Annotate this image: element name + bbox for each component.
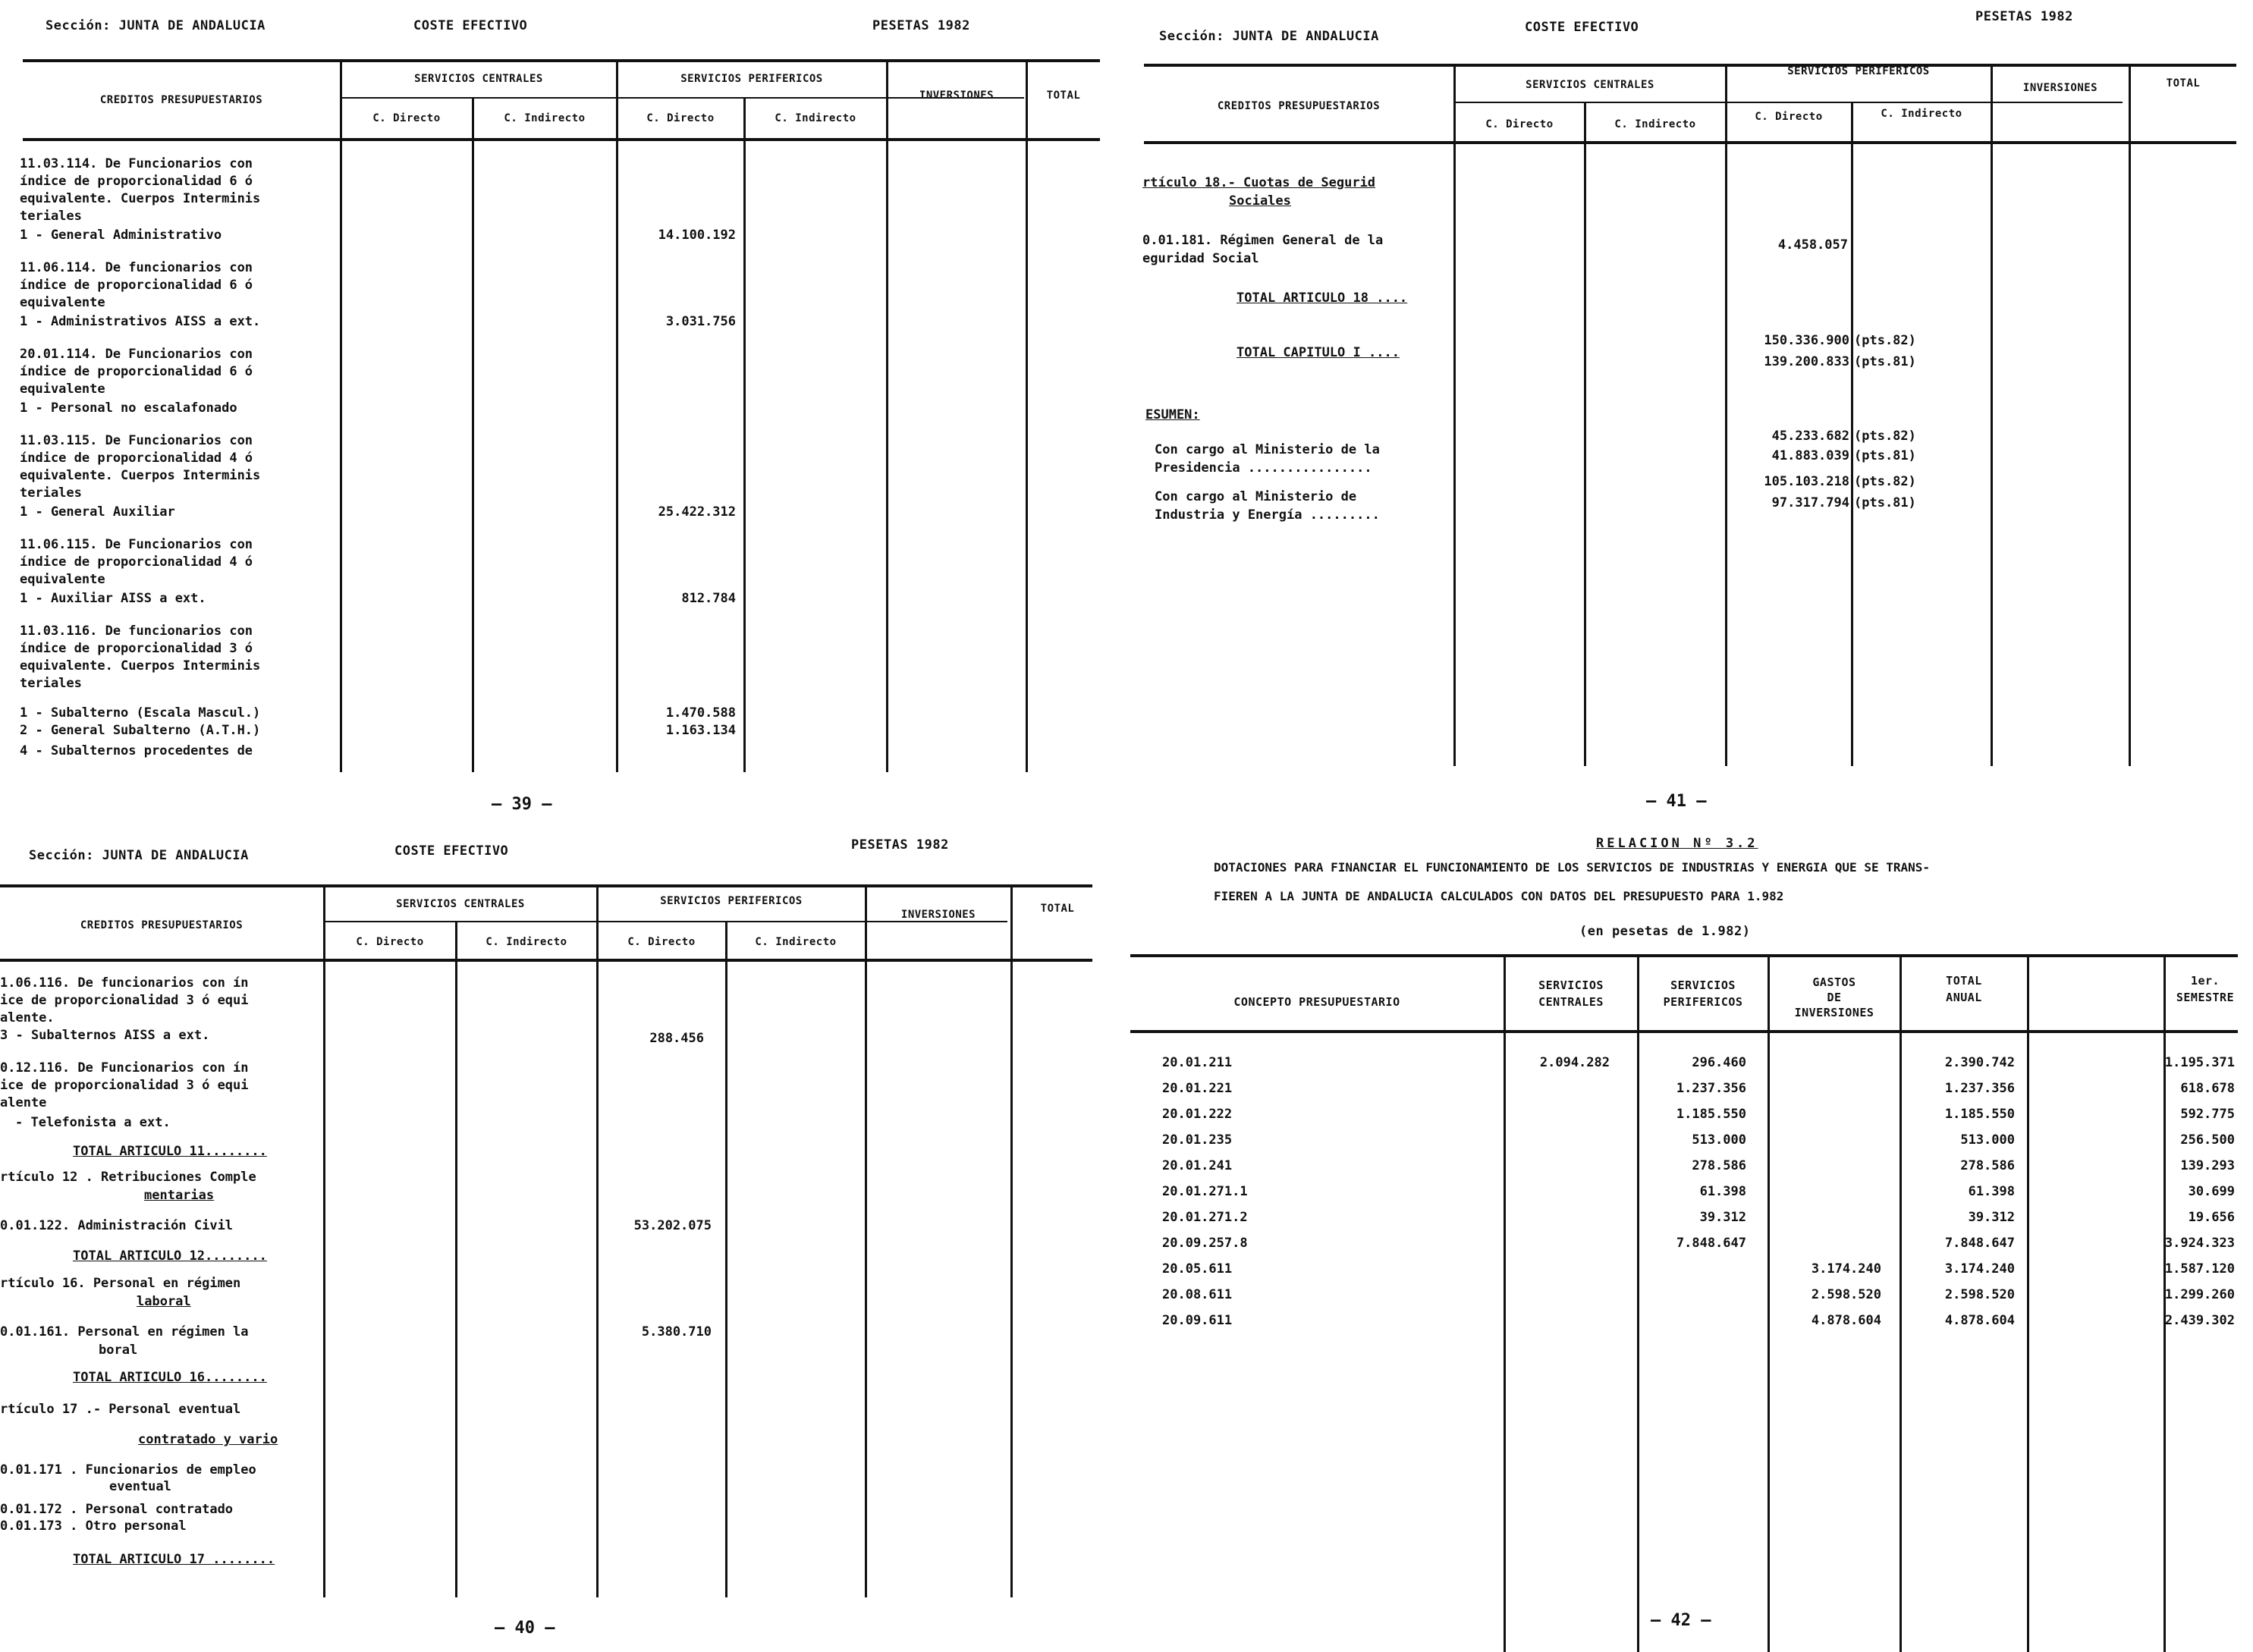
col-divider bbox=[1010, 884, 1013, 1597]
col-divider bbox=[1584, 102, 1586, 766]
total-anual-cell: 2.390.742 bbox=[1944, 1055, 2015, 1070]
col-divider bbox=[1026, 59, 1028, 772]
total-anual-cell: 61.398 bbox=[1968, 1184, 2015, 1199]
table-row bbox=[1130, 1261, 2253, 1279]
industria-line: Con cargo al Ministerio de bbox=[1155, 489, 1357, 504]
semestre-cell: 30.699 bbox=[2188, 1184, 2235, 1199]
page-40 bbox=[0, 827, 1123, 1650]
col-header-cdirecto: C. Directo bbox=[627, 936, 696, 948]
col-header-gastos: GASTOS bbox=[1812, 975, 1856, 989]
presidencia-line: Presidencia ................ bbox=[1155, 460, 1372, 476]
perifericos-cell: 513.000 bbox=[1692, 1132, 1746, 1148]
credit-line: 20.01.114. De Funcionarios con bbox=[20, 347, 253, 362]
col-header-perifericos: SERVICIOS PERIFERICOS bbox=[680, 73, 823, 85]
col-header-cdirecto: C. Directo bbox=[356, 936, 424, 948]
articulo-16-label-cont: laboral bbox=[137, 1294, 191, 1309]
credit-line: índice de proporcionalidad 4 ó bbox=[20, 554, 253, 570]
col-header-centrales: SERVICIOS CENTRALES bbox=[396, 898, 525, 910]
concepto-cell: 20.09.611 bbox=[1162, 1313, 1233, 1328]
concepto-cell: 20.01.222 bbox=[1162, 1107, 1233, 1122]
semestre-cell: 2.439.302 bbox=[2164, 1313, 2235, 1328]
col-header-centrales: CENTRALES bbox=[1538, 995, 1604, 1009]
value-cdirecto: 25.422.312 bbox=[658, 504, 736, 520]
total-articulo-16: TOTAL ARTICULO 16........ bbox=[73, 1370, 267, 1385]
total-anual-cell: 1.185.550 bbox=[1944, 1107, 2015, 1122]
col-header-concepto: CONCEPTO PRESUPUESTARIO bbox=[1233, 995, 1400, 1009]
value-cdirecto: 1.470.588 bbox=[665, 705, 736, 721]
value-cdirecto: 53.202.075 bbox=[633, 1218, 712, 1233]
page-42 bbox=[1130, 827, 2253, 1650]
total-capitulo-1: TOTAL CAPITULO I .... bbox=[1236, 345, 1400, 360]
coste-header: COSTE EFECTIVO bbox=[413, 18, 528, 33]
credit-line: alente bbox=[0, 1095, 47, 1110]
semestre-cell: 3.924.323 bbox=[2164, 1236, 2235, 1251]
total-anual-cell: 39.312 bbox=[1968, 1210, 2015, 1225]
total-articulo-12: TOTAL ARTICULO 12........ bbox=[73, 1248, 267, 1264]
pts82-label: (pts.82) bbox=[1854, 474, 1916, 489]
value-cdirecto: 1.163.134 bbox=[665, 723, 736, 738]
total-anual-cell: 513.000 bbox=[1960, 1132, 2015, 1148]
gastos-cell: 2.598.520 bbox=[1811, 1287, 1881, 1302]
perifericos-cell: 7.848.647 bbox=[1676, 1236, 1746, 1251]
table-row bbox=[1130, 1209, 2253, 1227]
col-divider bbox=[2129, 64, 2131, 766]
credit-line: - Telefonista a ext. bbox=[15, 1115, 171, 1130]
credit-line: 0.12.116. De Funcionarios con ín bbox=[0, 1060, 249, 1076]
page-number: — 40 — bbox=[495, 1619, 555, 1638]
credit-line: 0.01.172 . Personal contratado bbox=[0, 1502, 234, 1517]
page-number: — 39 — bbox=[492, 795, 552, 814]
credit-line: equivalente. Cuerpos Interminis bbox=[20, 191, 261, 206]
credit-line: 4 - Subalternos procedentes de bbox=[20, 743, 253, 758]
title-line: FIEREN A LA JUNTA DE ANDALUCIA CALCULADOS CON DATOS DEL PRESUPUESTO PARA 1.982 bbox=[1214, 889, 1784, 903]
credit-line: índice de proporcionalidad 6 ó bbox=[20, 174, 253, 189]
total-articulo-11: TOTAL ARTICULO 11........ bbox=[73, 1144, 267, 1159]
header-bottom-rule bbox=[1130, 1030, 2238, 1033]
table-row bbox=[1130, 1080, 2253, 1098]
col-header-creditos: CREDITOS PRESUPUESTARIOS bbox=[80, 919, 244, 931]
subheader-rule bbox=[325, 921, 1007, 922]
col-header-centrales: SERVICIOS bbox=[1538, 978, 1604, 992]
col-header-inversiones: INVERSIONES bbox=[2022, 82, 2098, 94]
header-bottom-rule bbox=[0, 959, 1092, 962]
value-presidencia-81: 41.883.039 bbox=[1771, 448, 1849, 463]
table-top-rule bbox=[1144, 64, 2236, 67]
col-header-cdirecto: C. Directo bbox=[372, 112, 441, 124]
semestre-cell: 1.195.371 bbox=[2164, 1055, 2235, 1070]
col-header-inversiones: INVERSIONES bbox=[900, 909, 976, 921]
credit-line: 0.01.173 . Otro personal bbox=[0, 1519, 187, 1534]
value-cdirecto: 5.380.710 bbox=[641, 1324, 712, 1340]
perifericos-cell: 39.312 bbox=[1699, 1210, 1746, 1225]
col-header-total: TOTAL bbox=[2166, 77, 2201, 90]
col-header-total: TOTAL bbox=[1046, 90, 1081, 102]
pts82-label: (pts.82) bbox=[1854, 333, 1916, 348]
col-divider bbox=[743, 97, 746, 772]
regimen-line: eguridad Social bbox=[1142, 251, 1259, 266]
total-anual-cell: 7.848.647 bbox=[1944, 1236, 2015, 1251]
concepto-cell: 20.08.611 bbox=[1162, 1287, 1233, 1302]
section-header: Sección: JUNTA DE ANDALUCIA bbox=[29, 848, 249, 863]
subtitle: (en pesetas de 1.982) bbox=[1579, 924, 1751, 939]
gastos-cell: 4.878.604 bbox=[1811, 1313, 1881, 1328]
credit-line: equivalente. Cuerpos Interminis bbox=[20, 658, 261, 674]
col-divider bbox=[472, 97, 474, 772]
pesetas-header: PESETAS 1982 bbox=[872, 18, 970, 33]
total-articulo-18: TOTAL ARTICULO 18 .... bbox=[1236, 291, 1408, 306]
col-header-centrales: SERVICIOS CENTRALES bbox=[1526, 79, 1654, 91]
col-header-gastos: DE bbox=[1827, 991, 1842, 1004]
col-header-cindirecto: C. Indirecto bbox=[1881, 108, 1962, 120]
col-divider bbox=[865, 884, 867, 1597]
header-bottom-rule bbox=[1144, 141, 2236, 144]
pts81-label: (pts.81) bbox=[1854, 448, 1916, 463]
section-header: Sección: JUNTA DE ANDALUCIA bbox=[46, 18, 266, 33]
articulo-12-label-cont: mentarias bbox=[144, 1188, 215, 1203]
col-divider bbox=[455, 921, 457, 1597]
col-divider bbox=[616, 59, 618, 772]
col-header-cindirecto: C. Indirecto bbox=[1614, 118, 1696, 130]
concepto-cell: 20.01.271.2 bbox=[1162, 1210, 1248, 1225]
col-header-cindirecto: C. Indirecto bbox=[504, 112, 586, 124]
col-header-semestre: 1er. bbox=[2190, 974, 2220, 988]
credit-line: índice de proporcionalidad 3 ó bbox=[20, 641, 253, 656]
value-industria-82: 105.103.218 bbox=[1764, 474, 1849, 489]
total-anual-cell: 3.174.240 bbox=[1944, 1261, 2015, 1277]
col-header-total-anual: ANUAL bbox=[1946, 991, 1982, 1004]
credit-line: 2 - General Subalterno (A.T.H.) bbox=[20, 723, 261, 738]
value-industria-81: 97.317.794 bbox=[1771, 495, 1849, 510]
total-anual-cell: 4.878.604 bbox=[1944, 1313, 2015, 1328]
table-top-rule bbox=[0, 884, 1092, 887]
section-header: Sección: JUNTA DE ANDALUCIA bbox=[1159, 29, 1379, 44]
col-divider bbox=[1725, 64, 1727, 766]
credit-line: 3 - Subalternos AISS a ext. bbox=[0, 1028, 210, 1043]
regimen-line: 0.01.181. Régimen General de la bbox=[1142, 233, 1384, 248]
page-41 bbox=[1130, 0, 2253, 823]
col-divider bbox=[1991, 64, 1993, 766]
credit-line: 11.03.115. De Funcionarios con bbox=[20, 433, 253, 448]
value-capitulo-82: 150.336.900 bbox=[1764, 333, 1849, 348]
pts81-label: (pts.81) bbox=[1854, 354, 1916, 369]
concepto-cell: 20.01.235 bbox=[1162, 1132, 1233, 1148]
subheader-rule bbox=[1455, 102, 2123, 103]
credit-line: equivalente bbox=[20, 572, 105, 587]
header-bottom-rule bbox=[23, 138, 1100, 141]
col-header-perifericos: PERIFERICOS bbox=[1663, 995, 1743, 1009]
concepto-cell: 20.01.241 bbox=[1162, 1158, 1233, 1173]
credit-line: 11.06.115. De Funcionarios con bbox=[20, 537, 253, 552]
centrales-cell: 2.094.282 bbox=[1539, 1055, 1610, 1070]
credit-line: 0.01.171 . Funcionarios de empleo bbox=[0, 1462, 256, 1478]
pts82-label: (pts.82) bbox=[1854, 429, 1916, 444]
concepto-cell: 20.05.611 bbox=[1162, 1261, 1233, 1277]
col-divider bbox=[596, 884, 599, 1597]
gastos-cell: 3.174.240 bbox=[1811, 1261, 1881, 1277]
concepto-cell: 20.01.271.1 bbox=[1162, 1184, 1248, 1199]
col-divider bbox=[886, 59, 888, 772]
credit-line: boral bbox=[99, 1343, 138, 1358]
semestre-cell: 256.500 bbox=[2180, 1132, 2235, 1148]
semestre-cell: 1.587.120 bbox=[2164, 1261, 2235, 1277]
relacion-heading: RELACION Nº 3.2 bbox=[1596, 836, 1758, 851]
credit-line: equivalente bbox=[20, 382, 105, 397]
concepto-cell: 20.09.257.8 bbox=[1162, 1236, 1248, 1251]
articulo-17-label-cont: contratado y vario bbox=[138, 1432, 278, 1447]
credit-line: teriales bbox=[20, 676, 82, 691]
credit-line: 11.06.114. De funcionarios con bbox=[20, 260, 253, 275]
col-divider bbox=[725, 921, 727, 1597]
presidencia-line: Con cargo al Ministerio de la bbox=[1155, 442, 1380, 457]
col-header-cdirecto: C. Directo bbox=[1755, 111, 1823, 123]
credit-line: eventual bbox=[109, 1479, 171, 1494]
coste-header: COSTE EFECTIVO bbox=[1525, 20, 1639, 35]
credit-line: 11.03.114. De Funcionarios con bbox=[20, 156, 253, 171]
credit-line: 1 - Subalterno (Escala Mascul.) bbox=[20, 705, 261, 721]
coste-header: COSTE EFECTIVO bbox=[394, 843, 509, 859]
pts81-label: (pts.81) bbox=[1854, 495, 1916, 510]
value-cdirecto: 812.784 bbox=[681, 591, 736, 606]
value-regimen: 4.458.057 bbox=[1777, 237, 1848, 253]
credit-line: 1 - General Administrativo bbox=[20, 228, 222, 243]
total-articulo-17: TOTAL ARTICULO 17 ........ bbox=[73, 1552, 275, 1567]
total-anual-cell: 1.237.356 bbox=[1944, 1081, 2015, 1096]
col-header-cdirecto: C. Directo bbox=[1485, 118, 1554, 130]
col-header-cindirecto: C. Indirecto bbox=[775, 112, 856, 124]
credit-line: 1 - General Auxiliar bbox=[20, 504, 175, 520]
credit-line: índice de proporcionalidad 6 ó bbox=[20, 364, 253, 379]
page-number: — 42 — bbox=[1651, 1611, 1711, 1630]
semestre-cell: 1.299.260 bbox=[2164, 1287, 2235, 1302]
perifericos-cell: 1.185.550 bbox=[1676, 1107, 1746, 1122]
col-header-semestre: SEMESTRE bbox=[2176, 991, 2235, 1004]
table-row bbox=[1130, 1183, 2253, 1201]
col-header-total: TOTAL bbox=[1040, 903, 1075, 915]
title-line: DOTACIONES PARA FINANCIAR EL FUNCIONAMIENTO DE LOS SERVICIOS DE INDUSTRIAS Y ENERGIA QUE SE TRANS- bbox=[1214, 860, 1931, 875]
col-header-perifericos: SERVICIOS PERIFERICOS bbox=[660, 895, 803, 907]
page-number: — 41 — bbox=[1646, 792, 1707, 811]
col-divider bbox=[1453, 64, 1456, 766]
credit-line: teriales bbox=[20, 485, 82, 501]
credit-line: índice de proporcionalidad 6 ó bbox=[20, 278, 253, 293]
articulo-16-label: rtículo 16. Personal en régimen bbox=[0, 1276, 241, 1291]
perifericos-cell: 61.398 bbox=[1699, 1184, 1746, 1199]
perifericos-cell: 296.460 bbox=[1692, 1055, 1746, 1070]
credit-line: 1 - Personal no escalafonado bbox=[20, 400, 237, 416]
total-anual-cell: 2.598.520 bbox=[1944, 1287, 2015, 1302]
value-cdirecto: 3.031.756 bbox=[665, 314, 736, 329]
col-header-cdirecto: C. Directo bbox=[646, 112, 715, 124]
value-cdirecto: 288.456 bbox=[649, 1031, 704, 1046]
table-row bbox=[1130, 1106, 2253, 1124]
credit-line: 1.06.116. De funcionarios con ín bbox=[0, 975, 249, 991]
semestre-cell: 618.678 bbox=[2180, 1081, 2235, 1096]
concepto-cell: 20.01.211 bbox=[1162, 1055, 1233, 1070]
credit-line: ice de proporcionalidad 3 ó equi bbox=[0, 1078, 249, 1093]
credit-line: 1 - Administrativos AISS a ext. bbox=[20, 314, 261, 329]
credit-line: alente. bbox=[0, 1010, 55, 1025]
value-cdirecto: 14.100.192 bbox=[658, 228, 736, 243]
credit-line: índice de proporcionalidad 4 ó bbox=[20, 451, 253, 466]
table-row bbox=[1130, 1312, 2253, 1330]
credit-line: 0.01.122. Administración Civil bbox=[0, 1218, 234, 1233]
col-header-cindirecto: C. Indirecto bbox=[755, 936, 837, 948]
articulo-18-label-cont: Sociales bbox=[1229, 193, 1291, 209]
industria-line: Industria y Energía ......... bbox=[1155, 507, 1380, 523]
table-top-rule bbox=[1130, 954, 2238, 957]
col-header-total-anual: TOTAL bbox=[1946, 974, 1982, 988]
semestre-cell: 139.293 bbox=[2180, 1158, 2235, 1173]
col-header-creditos: CREDITOS PRESUPUESTARIOS bbox=[99, 94, 263, 106]
semestre-cell: 19.656 bbox=[2188, 1210, 2235, 1225]
value-presidencia-82: 45.233.682 bbox=[1771, 429, 1849, 444]
total-anual-cell: 278.586 bbox=[1960, 1158, 2015, 1173]
page-39 bbox=[0, 0, 1123, 823]
credit-line: 11.03.116. De funcionarios con bbox=[20, 623, 253, 639]
articulo-18-label: rtículo 18.- Cuotas de Segurid bbox=[1142, 175, 1376, 190]
col-header-inversiones: INVERSIONES bbox=[919, 90, 995, 102]
resumen-label: ESUMEN: bbox=[1145, 407, 1200, 422]
articulo-17-label: rtículo 17 .- Personal eventual bbox=[0, 1402, 241, 1417]
col-header-creditos: CREDITOS PRESUPUESTARIOS bbox=[1217, 100, 1381, 112]
table-row bbox=[1130, 1157, 2253, 1176]
perifericos-cell: 278.586 bbox=[1692, 1158, 1746, 1173]
credit-line: 0.01.161. Personal en régimen la bbox=[0, 1324, 249, 1340]
perifericos-cell: 1.237.356 bbox=[1676, 1081, 1746, 1096]
pesetas-header: PESETAS 1982 bbox=[851, 837, 949, 853]
col-header-gastos: INVERSIONES bbox=[1794, 1006, 1874, 1019]
table-row bbox=[1130, 1054, 2253, 1073]
semestre-cell: 592.775 bbox=[2180, 1107, 2235, 1122]
table-top-rule bbox=[23, 59, 1100, 62]
concepto-cell: 20.01.221 bbox=[1162, 1081, 1233, 1096]
col-header-perifericos: SERVICIOS bbox=[1670, 978, 1736, 992]
pesetas-header: PESETAS 1982 bbox=[1975, 9, 2073, 24]
col-header-centrales: SERVICIOS CENTRALES bbox=[414, 73, 543, 85]
credit-line: 1 - Auxiliar AISS a ext. bbox=[20, 591, 206, 606]
credit-line: equivalente bbox=[20, 295, 105, 310]
table-row bbox=[1130, 1235, 2253, 1253]
value-capitulo-81: 139.200.833 bbox=[1764, 354, 1849, 369]
col-divider bbox=[323, 884, 325, 1597]
credit-line: teriales bbox=[20, 209, 82, 224]
col-header-perifericos: SERVICIOS PERIFERICOS bbox=[1787, 65, 1930, 77]
col-divider bbox=[340, 59, 342, 772]
table-row bbox=[1130, 1286, 2253, 1305]
col-divider bbox=[1851, 102, 1853, 766]
table-row bbox=[1130, 1132, 2253, 1150]
col-header-cindirecto: C. Indirecto bbox=[485, 936, 567, 948]
articulo-12-label: rtículo 12 . Retribuciones Comple bbox=[0, 1170, 256, 1185]
credit-line: ice de proporcionalidad 3 ó equi bbox=[0, 993, 249, 1008]
credit-line: equivalente. Cuerpos Interminis bbox=[20, 468, 261, 483]
